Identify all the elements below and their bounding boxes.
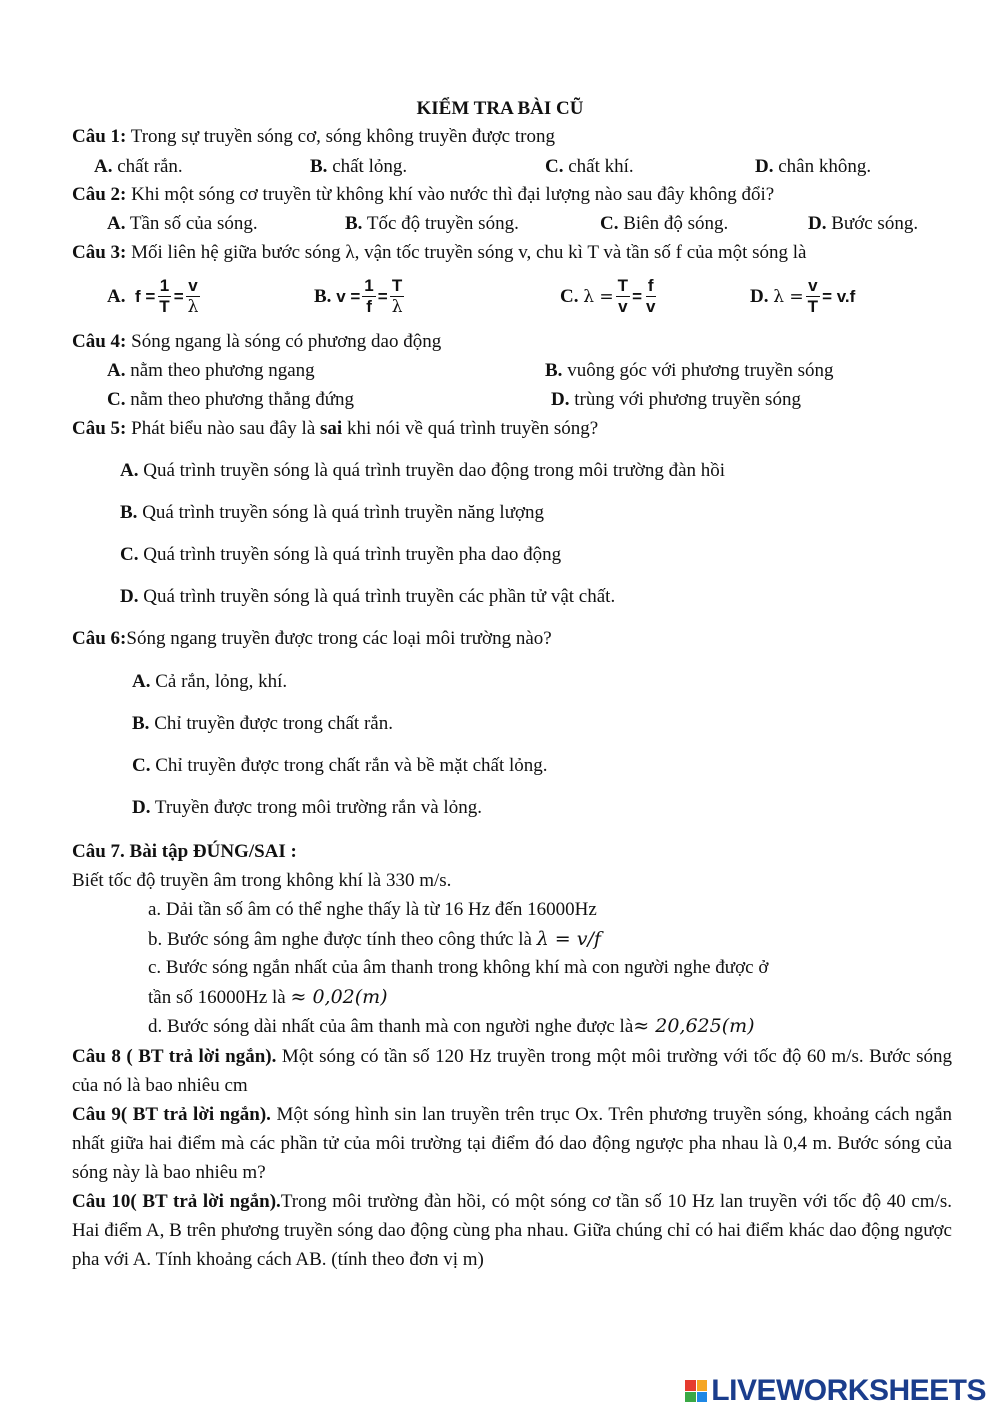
question-1 (72, 126, 555, 148)
liveworksheets-logo (685, 1374, 986, 1408)
q5-option-b[interactable]: B. Quá trình truyền sóng là quá trình truyền năng lượng (120, 502, 545, 523)
logo-icon (685, 1380, 707, 1402)
q2-option-d[interactable]: D. Bước sóng. (808, 213, 919, 234)
q5-option-c[interactable]: C. Quá trình truyền sóng là quá trình truyền pha dao động (120, 544, 562, 565)
question-10: Câu 10( BT trả lời ngắn).Trong môi trường đàn hồi, có một sóng cơ tần số 10 Hz lan truyền với tốc độ 40 cm/s. Hai điểm A, B trên phương truyền sóng dao động cùng pha nhau. Giữa chúng chỉ có hai điểm khác dao động ngược pha với A. Tính khoảng cách AB. (tính theo đơn vị m) (72, 1191, 952, 1270)
q3-option-a[interactable]: A. f = $\frac{1}{T}$ = $\frac{v}{\lambda}$ (107, 276, 199, 317)
q2-option-c[interactable]: C. Biên độ sóng. (600, 213, 729, 234)
q2-option-a[interactable]: A. Tần số của sóng. (107, 213, 258, 234)
question-9: Câu 9( BT trả lời ngắn). Một sóng hình sin lan truyền trên trục Ox. Trên phương truyền sóng, khoảng cách ngắn nhất giữa hai điểm mà các phần tử của môi trường tại điểm đó dao động ngược pha nhau là 0,4 m. Bước sóng của sóng này là bao nhiêu m? (72, 1104, 953, 1183)
q7-statement-c[interactable]: c. Bước sóng ngắn nhất của âm thanh trong không khí mà con người nghe được ở (148, 957, 769, 978)
q4-option-a[interactable]: A. nằm theo phương ngang (107, 360, 315, 381)
question-8: Câu 8 ( BT trả lời ngắn). Một sóng có tần số 120 Hz truyền trong một môi trường với tốc độ 60 m/s. Bước sóng của nó là bao nhiêu cm (72, 1046, 952, 1096)
q7-statement-b[interactable]: b. Bước sóng âm nghe được tính theo công thức là λ = v/f (148, 928, 601, 950)
q4-option-c[interactable]: C. nằm theo phương thẳng đứng (107, 389, 355, 410)
question-text: Trong sự truyền sóng cơ, sóng không truyền được trong (126, 126, 555, 147)
q6-option-b[interactable]: B. Chỉ truyền được trong chất rắn. (132, 713, 393, 734)
question-4: Câu 4: Sóng ngang là sóng có phương dao động (72, 331, 442, 352)
question-label: Câu 1: (72, 126, 127, 147)
q5-option-a[interactable]: A. Quá trình truyền sóng là quá trình truyền dao động trong môi trường đàn hồi (120, 460, 726, 481)
q2-option-b[interactable]: B. Tốc độ truyền sóng. (345, 213, 519, 234)
q7-statement-c-cont: tần số 16000Hz là ≈ 0,02(m) (148, 986, 388, 1008)
q5-option-d[interactable]: D. Quá trình truyền sóng là quá trình truyền các phần tử vật chất. (120, 586, 616, 607)
q7-statement-a[interactable]: a. Dải tần số âm có thể nghe thấy là từ 16 Hz đến 16000Hz (148, 899, 597, 920)
question-3: Câu 3: Mối liên hệ giữa bước sóng λ, vận tốc truyền sóng v, chu kì T và tần số f của một sóng là (72, 242, 807, 263)
q1-option-d[interactable]: D. chân không. (755, 156, 872, 177)
q3-option-c[interactable]: C. λ = $\frac{T}{v}$ = $\frac{f}{v}$ (560, 276, 656, 316)
question-6: Câu 6:Sóng ngang truyền được trong các loại môi trường nào? (72, 628, 552, 649)
q4-option-b[interactable]: B. vuông góc với phương truyền sóng (545, 360, 834, 381)
q1-option-a[interactable]: A. chất rắn. (94, 156, 183, 177)
question-2: Câu 2: Khi một sóng cơ truyền từ không khí vào nước thì đại lượng nào sau đây không đổi? (72, 184, 775, 205)
page-title: KIỂM TRA BÀI CŨ (416, 98, 584, 119)
q3-option-d[interactable]: D. λ = $\frac{v}{T}$ = v.f (750, 276, 856, 316)
q6-option-c[interactable]: C. Chỉ truyền được trong chất rắn và bề mặt chất lỏng. (132, 755, 548, 776)
question-5: Câu 5: Phát biểu nào sau đây là sai khi nói về quá trình truyền sóng? (72, 418, 599, 439)
q4-option-d[interactable]: D. trùng với phương truyền sóng (551, 389, 801, 410)
q6-option-d[interactable]: D. Truyền được trong môi trường rắn và lỏng. (132, 797, 482, 818)
q1-option-b[interactable]: B. chất lỏng. (310, 156, 408, 177)
q7-statement-d[interactable]: d. Bước sóng dài nhất của âm thanh mà con người nghe được là≈ 20,625(m) (148, 1015, 755, 1037)
q3-option-b[interactable]: B. v = $\frac{1}{f}$ = $\frac{T}{\lambda}$ (314, 276, 403, 317)
question-7: Câu 7. Bài tập ĐÚNG/SAI : (72, 841, 297, 862)
q1-option-c[interactable]: C. chất khí. (545, 156, 634, 177)
q7-intro: Biết tốc độ truyền âm trong không khí là 330 m/s. (72, 870, 452, 891)
logo-text: LIVEWORKSHEETS (711, 1374, 986, 1407)
q6-option-a[interactable]: A. Cả rắn, lỏng, khí. (132, 671, 288, 692)
